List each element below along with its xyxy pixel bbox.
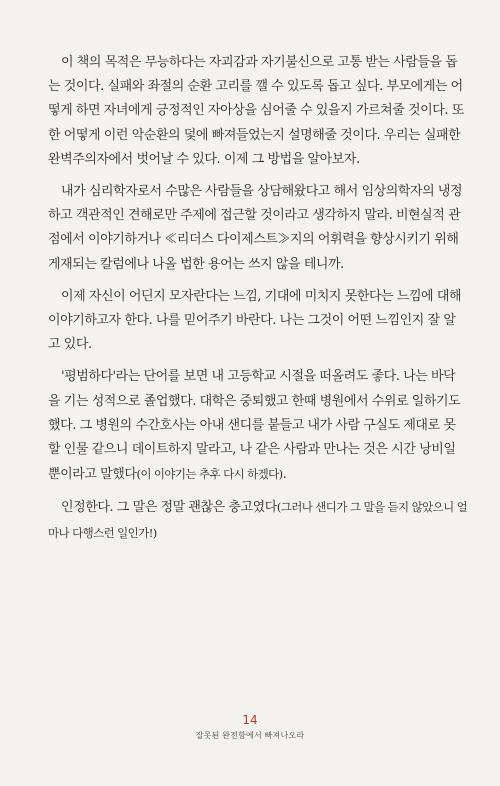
text-line: 이 책의 목적은 무능하다는 자괴감과 자기불신으로 고통 받는 사람들을 돕: [61, 55, 458, 70]
parenthetical-note: (이 이야기는 추후 다시 하겠다): [136, 467, 283, 482]
text-line: 게재되는 칼럼에나 나올 법한 용어는 쓰지 않을 테니까.: [48, 256, 344, 272]
text-line: 내가 심리학자로서 수많은 사람들을 상담해왔다고 해서 임상의학자의 냉정: [61, 184, 463, 200]
text-line: 한 어떻게 이런 악순환의 덫에 빠져들었는지 설명해줄 것이다. 우리는 실패한: [48, 127, 461, 143]
text-line: [48, 495, 468, 520]
text-line: 을 기는 성적으로 졸업했다. 대학은 중퇴했고 한때 병원에서 수위로 일하기도: [48, 393, 461, 409]
body-text: [48, 51, 468, 554]
paragraph-1: [48, 51, 468, 172]
text-line: 이야기하고자 한다. 나를 믿어주기 바란다. 나는 그것이 어떤 느낌인지 잘 알: [48, 313, 456, 329]
text-line: 했다. 그 병원의 수간호사는 아내 샌디를 붙들고 내가 사람 구실도 제대로 못: [48, 417, 456, 433]
paragraph-4: [48, 365, 468, 487]
paragraph-5: [48, 495, 468, 545]
text-line: '평범하다'라는 단어를 보면 내 고등학교 시절을 떠올려도 좋다. 나는 바닥: [61, 369, 456, 385]
text-line: [48, 462, 468, 487]
text-line: 완벽주의자에서 벗어날 수 있다. 이제 그 방법을 알아보자.: [48, 151, 360, 167]
parenthetical-note: 마나 다행스런 일인가!): [48, 525, 157, 540]
text-line: 할 인물 같으니 데이트하지 말라고, 나 같은 사람과 만나는 것은 시간 낭비일: [48, 442, 456, 458]
text-line: [48, 521, 468, 546]
text-line: 고 있다.: [48, 337, 92, 353]
running-title: 잘못된 완전함에서 빠져나오라: [195, 731, 305, 740]
text-line: 이제 자신이 어딘지 모자란다는 느낌, 기대에 미치지 못한다는 느낌에 대해: [61, 288, 462, 304]
paragraph-2: [48, 180, 468, 277]
paragraph-3: [48, 285, 468, 358]
text-run: 인정한다. 그 말은 정말 괜찮은 충고였다: [61, 500, 277, 516]
text-line: 점에서 이야기하거나 ≪리더스 다이제스트≫지의 어휘력을 향상시키기 위해: [48, 232, 459, 248]
text-line: 하고 객관적인 견해로만 주제에 접근할 것이라고 생각하지 말라. 비현실적 관: [48, 208, 461, 224]
text-run: .: [282, 467, 287, 483]
text-line: 는 것이다. 실패와 좌절의 순환 고리를 깰 수 있도록 돕고 싶다. 부모에게는 어: [48, 79, 463, 95]
parenthetical-note: (그러나 샌디가 그 말을 듣지 않았으니 얼: [276, 500, 468, 515]
page-number: 14: [242, 713, 258, 727]
text-run: 뿐이라고 말했다: [48, 467, 137, 483]
text-line: 떻게 하면 자녀에게 긍정적인 자아상을 심어줄 수 있을지 가르쳐줄 것이다. 또: [48, 103, 464, 119]
